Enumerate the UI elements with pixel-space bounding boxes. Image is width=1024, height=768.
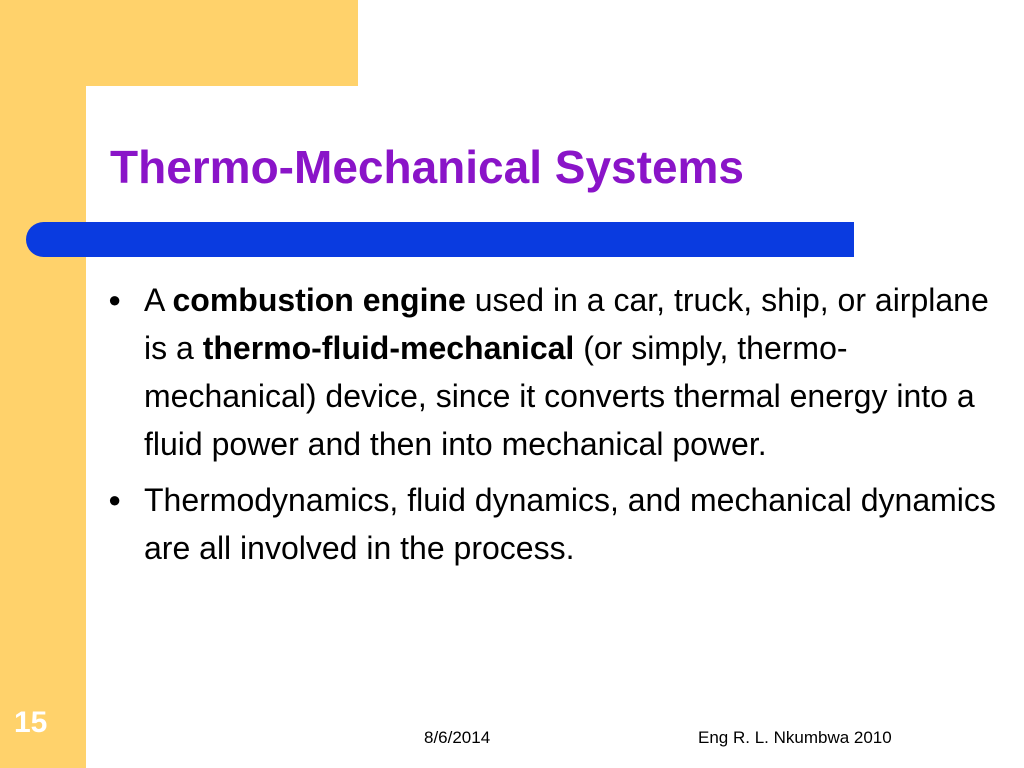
footer-date: 8/6/2014	[424, 728, 491, 747]
slide-number: 15	[14, 706, 48, 739]
left-accent-bar	[0, 0, 86, 768]
slide-title: Thermo-Mechanical Systems	[110, 141, 745, 193]
bold-term: combustion engine	[172, 282, 466, 318]
top-accent-block	[0, 0, 358, 86]
bullet-item	[108, 276, 1008, 468]
title-underline-bar	[26, 222, 854, 257]
bullet-list	[108, 276, 1008, 580]
bullet-icon: ●	[108, 287, 122, 312]
bullet-text: Thermodynamics, fluid dynamics, and mechanical dynamics are all involved in the process.	[144, 482, 996, 566]
bullet-text: A combustion engine used in a car, truck, ship, or airplane is a thermo-fluid-mechanical (or simply, thermo-mechanical) device, since it converts thermal energy into a fluid power and then into mechanical power.	[144, 282, 989, 462]
bullet-icon: ●	[108, 487, 122, 512]
footer-author: Eng R. L. Nkumbwa 2010	[698, 728, 892, 747]
bullet-item	[108, 476, 1008, 572]
bold-term: thermo-fluid-mechanical	[202, 330, 575, 366]
